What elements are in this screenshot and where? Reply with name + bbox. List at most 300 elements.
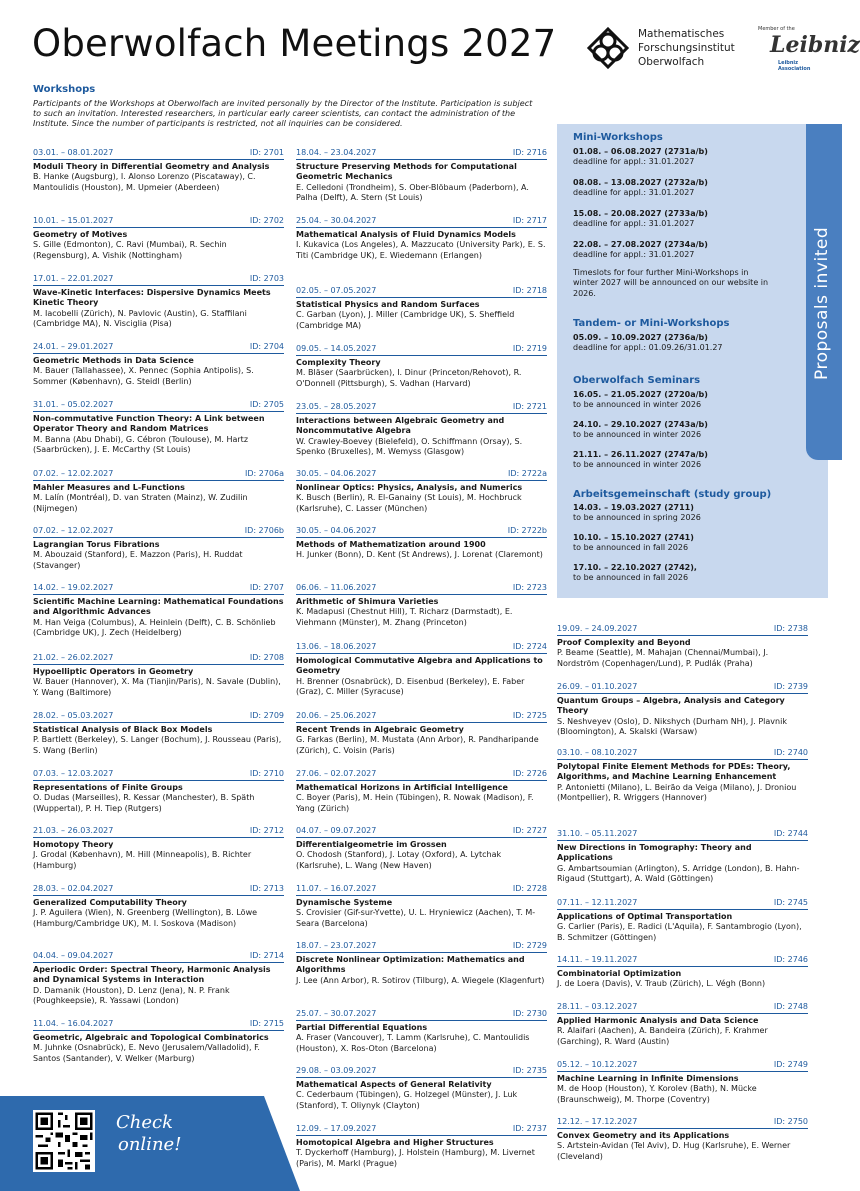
workshop-header <box>296 1009 547 1021</box>
workshop-date: 31.10. – 05.11.2027 <box>557 829 638 838</box>
workshop-header <box>296 769 547 781</box>
seminar-item <box>573 390 803 411</box>
workshop-title: Mahler Measures and L-Functions <box>33 483 185 493</box>
mini-item <box>573 240 803 261</box>
workshop-organizers: C. Cederbaum (Tübingen), G. Holzegel (Münster), J. Luk (Stanford), T. Oliynyk (Clayton) <box>296 1090 518 1110</box>
workshop-entry <box>296 1009 547 1054</box>
workshop-organizers: P. Beame (Seattle), M. Mahajan (Chennai/Mumbai), J. Nordström (Copenhagen/Lund), P. Pudlák (Praha) <box>557 648 769 668</box>
workshop-date: 03.01. – 08.01.2027 <box>33 148 114 157</box>
workshop-title: Nonlinear Optics: Physics, Analysis, and Numerics <box>296 483 523 493</box>
seminar-date: 24.10. – 29.10.2027 (2743a/b) <box>573 420 708 429</box>
workshop-entry <box>557 1060 808 1105</box>
mini-workshops-heading: Mini-Workshops <box>573 132 663 143</box>
ag-date: 17.10. – 22.10.2027 (2742), <box>573 563 697 572</box>
workshop-title: Dynamische Systeme <box>296 898 393 908</box>
workshop-entry <box>33 342 284 387</box>
workshop-title: Arithmetic of Shimura Varieties <box>296 597 439 607</box>
workshop-header <box>296 344 547 356</box>
seminar-item <box>573 450 803 471</box>
workshop-id: ID: 2737 <box>512 1124 547 1133</box>
workshop-title: Applied Harmonic Analysis and Data Science <box>557 1016 759 1026</box>
workshop-header <box>557 898 808 910</box>
workshop-entry <box>33 469 284 514</box>
proposals-vertical-label: Proposals invited <box>812 226 832 380</box>
institute-line: Forschungsinstitut <box>638 42 735 54</box>
mfo-logo-icon <box>586 26 630 70</box>
workshop-organizers: J. Grodal (København), M. Hill (Minneapolis), B. Richter (Hamburg) <box>33 850 252 870</box>
workshop-title: Homological Commutative Algebra and Applications to Geometry <box>296 656 543 676</box>
workshop-entry <box>33 1019 284 1064</box>
workshop-title: Interactions between Algebraic Geometry and Noncommutative Algebra <box>296 416 505 436</box>
workshop-date: 31.01. – 05.02.2027 <box>33 400 114 409</box>
workshop-date: 18.07. – 23.07.2027 <box>296 941 377 950</box>
workshop-title: Complexity Theory <box>296 358 381 368</box>
workshop-date: 30.05. – 04.06.2027 <box>296 469 377 478</box>
workshop-id: ID: 2723 <box>512 583 547 592</box>
workshop-id: ID: 2748 <box>773 1002 808 1011</box>
workshop-id: ID: 2704 <box>249 342 284 351</box>
workshop-header <box>33 274 284 286</box>
workshop-title: Homotopical Algebra and Higher Structures <box>296 1138 494 1148</box>
workshop-date: 23.05. – 28.05.2027 <box>296 402 377 411</box>
workshop-header <box>557 1002 808 1014</box>
workshop-title: Differentialgeometrie im Grossen <box>296 840 447 850</box>
workshop-entry <box>33 148 284 193</box>
workshop-id: ID: 2713 <box>249 884 284 893</box>
workshop-id: ID: 2716 <box>512 148 547 157</box>
workshop-id: ID: 2745 <box>773 898 808 907</box>
workshop-entry <box>557 1117 808 1162</box>
workshop-entry <box>296 583 547 628</box>
ag-note: to be announced in spring 2026 <box>573 513 701 523</box>
workshop-date: 12.12. – 17.12.2027 <box>557 1117 638 1126</box>
workshop-date: 19.09. – 24.09.2027 <box>557 624 638 633</box>
workshop-date: 28.11. – 03.12.2027 <box>557 1002 638 1011</box>
workshop-header <box>33 526 284 538</box>
workshop-entry <box>557 748 808 803</box>
workshop-organizers: J. de Loera (Davis), V. Traub (Zürich), L. Végh (Bonn) <box>557 979 766 989</box>
workshop-id: ID: 2728 <box>512 884 547 893</box>
workshop-organizers: D. Damanik (Houston), D. Lenz (Jena), N. P. Frank (Poughkeepsie), R. Yassawi (London) <box>33 985 230 1005</box>
workshop-organizers: O. Chodosh (Stanford), J. Lotay (Oxford), A. Lytchak (Karlsruhe), L. Wang (New Haven) <box>296 850 502 870</box>
workshop-date: 29.08. – 03.09.2027 <box>296 1066 377 1075</box>
check-line: Check <box>116 1112 174 1133</box>
workshop-organizers: M. Juhnke (Osnabrück), E. Nevo (Jerusalem/Valladolid), F. Santos (Santander), V. Welker (Marburg) <box>33 1043 260 1063</box>
workshop-entry <box>557 955 808 990</box>
institute-line: Oberwolfach <box>638 56 705 68</box>
mini-note: deadline for appl.: 31.01.2027 <box>573 250 695 260</box>
workshop-date: 02.05. – 07.05.2027 <box>296 286 377 295</box>
workshop-date: 26.09. – 01.10.2027 <box>557 682 638 691</box>
workshop-id: ID: 2730 <box>512 1009 547 1018</box>
workshop-title: Methods of Mathematization around 1900 <box>296 540 486 550</box>
seminar-note: to be announced in winter 2026 <box>573 430 702 440</box>
workshop-date: 17.01. – 22.01.2027 <box>33 274 114 283</box>
workshop-id: ID: 2750 <box>773 1117 808 1126</box>
workshop-header <box>33 216 284 228</box>
workshop-date: 10.01. – 15.01.2027 <box>33 216 114 225</box>
workshop-id: ID: 2712 <box>249 826 284 835</box>
workshop-date: 09.05. – 14.05.2027 <box>296 344 377 353</box>
workshop-id: ID: 2710 <box>249 769 284 778</box>
mini-item <box>573 178 803 199</box>
workshop-organizers: W. Crawley-Boevey (Bielefeld), O. Schiffmann (Orsay), S. Spenko (Bruxelles), M. Wemyss (Glasgow) <box>296 436 523 456</box>
workshop-title: Lagrangian Torus Fibrations <box>33 540 160 550</box>
workshop-entry <box>33 769 284 814</box>
workshop-header <box>296 402 547 414</box>
workshop-id: ID: 2718 <box>512 286 547 295</box>
workshop-header <box>296 1124 547 1136</box>
workshop-organizers: M. Banna (Abu Dhabi), G. Cébron (Toulouse), M. Hartz (Saarbrücken), J. E. McCarthy (St Louis) <box>33 434 249 454</box>
workshop-id: ID: 2729 <box>512 941 547 950</box>
workshop-id: ID: 2749 <box>773 1060 808 1069</box>
workshop-id: ID: 2722b <box>507 526 547 535</box>
workshop-id: ID: 2722a <box>507 469 547 478</box>
workshop-entry <box>296 1066 547 1111</box>
workshop-title: Proof Complexity and Beyond <box>557 638 691 648</box>
mini-note: deadline for appl.: 31.01.2027 <box>573 188 695 198</box>
workshop-organizers: R. Alaifari (Aachen), A. Bandeira (Zürich), F. Krahmer (Garching), R. Ward (Austin) <box>557 1026 768 1046</box>
workshop-entry <box>557 1002 808 1047</box>
workshop-entry <box>557 898 808 943</box>
workshop-organizers: C. Garban (Lyon), J. Miller (Cambridge UK), S. Sheffield (Cambridge MA) <box>296 310 515 330</box>
workshop-header <box>296 1066 547 1078</box>
mini-note: deadline for appl.: 31.01.2027 <box>573 219 695 229</box>
mini-note: deadline for appl.: 31.01.2027 <box>573 157 695 167</box>
seminars-heading: Oberwolfach Seminars <box>573 375 701 386</box>
workshop-organizers: M. Iacobelli (Zürich), N. Pavlovic (Austin), G. Staffilani (Cambridge MA), N. Visciglia (Pisa) <box>33 308 247 328</box>
workshop-organizers: B. Hanke (Augsburg), I. Alonso Lorenzo (Piscataway), C. Mantoulidis (Houston), M. Upmeier (Aberdeen) <box>33 172 256 192</box>
workshop-header <box>557 682 808 694</box>
tandem-item <box>573 333 803 354</box>
workshop-date: 21.03. – 26.03.2027 <box>33 826 114 835</box>
workshop-title: Combinatorial Optimization <box>557 969 682 979</box>
workshop-id: ID: 2726 <box>512 769 547 778</box>
ag-date: 10.10. – 15.10.2027 (2741) <box>573 533 694 542</box>
workshop-title: Quantum Groups – Algebra, Analysis and Category Theory <box>557 696 785 716</box>
workshop-title: Geometric Methods in Data Science <box>33 356 194 366</box>
workshop-id: ID: 2708 <box>249 653 284 662</box>
tandem-note: deadline for appl.: 01.09.26/31.01.27 <box>573 343 723 353</box>
workshop-entry <box>33 216 284 261</box>
workshop-header <box>557 624 808 636</box>
workshop-date: 11.04. – 16.04.2027 <box>33 1019 114 1028</box>
workshop-title: Generalized Computability Theory <box>33 898 187 908</box>
workshop-header <box>33 342 284 354</box>
workshops-heading: Workshops <box>33 84 96 95</box>
workshop-id: ID: 2725 <box>512 711 547 720</box>
workshop-entry <box>33 583 284 638</box>
workshop-entry <box>557 624 808 669</box>
workshop-date: 25.07. – 30.07.2027 <box>296 1009 377 1018</box>
workshop-title: Geometric, Algebraic and Topological Combinatorics <box>33 1033 269 1043</box>
workshop-date: 13.06. – 18.06.2027 <box>296 642 377 651</box>
workshop-date: 12.09. – 17.09.2027 <box>296 1124 377 1133</box>
workshop-entry <box>296 216 547 261</box>
mini-date: 08.08. – 13.08.2027 (2732a/b) <box>573 178 708 187</box>
workshops-intro: Participants of the Workshops at Oberwolfach are invited personally by the Director of the Institute. Participation is subject to such an invitation. Interested researchers, in particular early career scientists, can contact the administration of the Institute. Since the number of participants is restricted, not all inquiries can be considered. <box>33 98 533 129</box>
workshop-date: 04.07. – 09.07.2027 <box>296 826 377 835</box>
workshop-entry <box>557 829 808 884</box>
workshop-title: Machine Learning in Infinite Dimensions <box>557 1074 739 1084</box>
workshop-id: ID: 2703 <box>249 274 284 283</box>
workshop-date: 05.12. – 10.12.2027 <box>557 1060 638 1069</box>
workshop-entry <box>296 642 547 697</box>
workshop-header <box>33 583 284 595</box>
leibniz-assoc-line: Association <box>778 66 811 72</box>
workshop-header <box>296 286 547 298</box>
workshop-title: Convex Geometry and its Applications <box>557 1131 730 1141</box>
institute-line: Mathematisches <box>638 28 725 40</box>
workshop-entry <box>296 826 547 871</box>
workshop-header <box>33 469 284 481</box>
workshop-entry <box>296 402 547 457</box>
workshop-entry <box>296 769 547 814</box>
workshop-id: ID: 2744 <box>773 829 808 838</box>
workshop-date: 21.02. – 26.02.2027 <box>33 653 114 662</box>
workshop-header <box>557 748 808 760</box>
workshop-id: ID: 2715 <box>249 1019 284 1028</box>
workshop-title: Wave-Kinetic Interfaces: Dispersive Dynamics Meets Kinetic Theory <box>33 288 271 308</box>
workshop-date: 18.04. – 23.04.2027 <box>296 148 377 157</box>
workshop-id: ID: 2706a <box>244 469 284 478</box>
workshop-date: 11.07. – 16.07.2027 <box>296 884 377 893</box>
workshop-date: 24.01. – 29.01.2027 <box>33 342 114 351</box>
workshop-date: 28.02. – 05.03.2027 <box>33 711 114 720</box>
workshop-entry <box>296 148 547 203</box>
workshop-header <box>296 884 547 896</box>
workshop-organizers: P. Antonietti (Milano), L. Beirão da Veiga (Milano), J. Droniou (Montpellier), R. Wriggers (Hannover) <box>557 782 797 802</box>
workshop-organizers: M. Bauer (Tallahassee), X. Pennec (Sophia Antipolis), S. Sommer (København), G. Steidl (Berlin) <box>33 366 254 386</box>
leibniz-association <box>778 60 810 72</box>
workshop-title: Aperiodic Order: Spectral Theory, Harmonic Analysis and Dynamical Systems in Interaction <box>33 965 271 985</box>
seminar-note: to be announced in winter 2026 <box>573 400 702 410</box>
workshop-header <box>296 711 547 723</box>
workshop-date: 14.02. – 19.02.2027 <box>33 583 114 592</box>
workshop-organizers: K. Busch (Berlin), R. El-Ganainy (St Louis), M. Hochbruck (Karlsruhe), C. Lasser (München) <box>296 493 522 513</box>
ag-note: to be announced in fall 2026 <box>573 543 689 553</box>
institute-name <box>638 27 735 69</box>
workshop-entry <box>33 826 284 871</box>
workshop-organizers: S. Gille (Edmonton), C. Ravi (Mumbai), R. Sechin (Regensburg), A. Vishik (Nottingham) <box>33 240 227 260</box>
workshop-title: Statistical Analysis of Black Box Models <box>33 725 213 735</box>
workshop-organizers: P. Bartlett (Berkeley), S. Langer (Bochum), J. Rousseau (Paris), S. Wang (Berlin) <box>33 735 282 755</box>
workshop-organizers: G. Farkas (Berlin), M. Mustata (Ann Arbor), R. Pandharipande (Zürich), C. Voisin (Paris) <box>296 735 539 755</box>
ag-heading: Arbeitsgemeinschaft (study group) <box>573 489 772 500</box>
workshop-title: Structure Preserving Methods for Computational Geometric Mechanics <box>296 162 517 182</box>
workshop-organizers: M. Bläser (Saarbrücken), I. Dinur (Princeton/Rehovot), R. O'Donnell (Pittsburgh), S. Vadhan (Harvard) <box>296 368 522 388</box>
workshop-title: Applications of Optimal Transportation <box>557 912 733 922</box>
workshop-title: Polytopal Finite Element Methods for PDEs: Theory, Algorithms, and Machine Learning Enhancement <box>557 762 791 782</box>
workshop-entry <box>296 1124 547 1169</box>
workshop-header <box>33 653 284 665</box>
workshop-organizers: M. Lalín (Montréal), D. van Straten (Mainz), W. Zudilin (Nijmegen) <box>33 493 248 513</box>
workshop-header <box>296 216 547 228</box>
workshop-header <box>557 1117 808 1129</box>
mini-item <box>573 147 803 168</box>
workshop-organizers: H. Brenner (Osnabrück), D. Eisenbud (Berkeley), E. Faber (Graz), C. Miller (Syracuse) <box>296 676 525 696</box>
workshop-date: 30.05. – 04.06.2027 <box>296 526 377 535</box>
workshop-id: ID: 2721 <box>512 402 547 411</box>
workshop-title: Representations of Finite Groups <box>33 783 183 793</box>
workshop-header <box>33 711 284 723</box>
workshop-organizers: G. Carlier (Paris), E. Radici (L'Aquila), F. Santambrogio (Lyon), B. Schmitzer (Göttingen) <box>557 922 802 942</box>
workshop-header <box>296 941 547 953</box>
leibniz-logo <box>758 26 860 74</box>
mini-date: 22.08. – 27.08.2027 (2734a/b) <box>573 240 708 249</box>
workshop-entry <box>33 711 284 756</box>
workshop-date: 28.03. – 02.04.2027 <box>33 884 114 893</box>
workshop-date: 03.10. – 08.10.2027 <box>557 748 638 757</box>
workshop-id: ID: 2717 <box>512 216 547 225</box>
page-title: Oberwolfach Meetings 2027 <box>32 22 557 65</box>
workshop-header <box>33 400 284 412</box>
workshop-organizers: M. de Hoop (Houston), Y. Korolev (Bath), N. Mücke (Braunschweig), M. Thorpe (Coventry) <box>557 1084 757 1104</box>
workshop-title: Homotopy Theory <box>33 840 114 850</box>
workshop-header <box>33 148 284 160</box>
mini-date: 15.08. – 20.08.2027 (2733a/b) <box>573 209 708 218</box>
workshop-entry <box>296 711 547 756</box>
ag-date: 14.03. – 19.03.2027 (2711) <box>573 503 694 512</box>
ag-item <box>573 503 803 524</box>
workshop-entry <box>296 884 547 929</box>
workshop-header <box>33 1019 284 1031</box>
workshop-id: ID: 2705 <box>249 400 284 409</box>
workshop-header <box>296 148 547 160</box>
workshop-header <box>296 526 547 538</box>
workshop-header <box>557 1060 808 1072</box>
workshop-title: Scientific Machine Learning: Mathematical Foundations and Algorithmic Advances <box>33 597 284 617</box>
workshop-header <box>296 469 547 481</box>
workshop-header <box>296 826 547 838</box>
workshop-entry <box>33 884 284 929</box>
workshop-id: ID: 2707 <box>249 583 284 592</box>
seminar-date: 21.11. – 26.11.2027 (2747a/b) <box>573 450 708 459</box>
workshop-title: Non-commutative Function Theory: A Link between Operator Theory and Random Matrices <box>33 414 265 434</box>
workshop-date: 27.06. – 02.07.2027 <box>296 769 377 778</box>
workshop-header <box>557 955 808 967</box>
workshop-title: Mathematical Horizons in Artificial Intelligence <box>296 783 508 793</box>
workshop-date: 14.11. – 19.11.2027 <box>557 955 638 964</box>
workshop-entry <box>557 682 808 737</box>
ag-note: to be announced in fall 2026 <box>573 573 689 583</box>
tandem-date: 05.09. – 10.09.2027 (2736a/b) <box>573 333 708 342</box>
workshop-id: ID: 2702 <box>249 216 284 225</box>
workshop-date: 07.02. – 12.02.2027 <box>33 469 114 478</box>
workshop-date: 06.06. – 11.06.2027 <box>296 583 377 592</box>
workshop-entry <box>33 274 284 329</box>
workshop-id: ID: 2740 <box>773 748 808 757</box>
leibniz-small-text: Member of the <box>758 26 795 32</box>
workshop-organizers: J. Lee (Ann Arbor), R. Sotirov (Tilburg), A. Wiegele (Klagenfurt) <box>296 975 545 985</box>
workshop-organizers: M. Han Veiga (Columbus), A. Heinlein (Delft), C. B. Schönlieb (Cambridge UK), J. Zech (Heidelberg) <box>33 617 276 637</box>
workshop-organizers: S. Artstein-Avidan (Tel Aviv), D. Hug (Karlsruhe), E. Werner (Cleveland) <box>557 1141 791 1161</box>
workshop-title: Discrete Nonlinear Optimization: Mathematics and Algorithms <box>296 955 525 975</box>
mini-item <box>573 209 803 230</box>
qr-code-icon[interactable] <box>33 1110 95 1172</box>
workshop-organizers: C. Boyer (Paris), M. Hein (Tübingen), R. Nowak (Madison), F. Yang (Zürich) <box>296 793 534 813</box>
workshop-header <box>557 829 808 841</box>
workshop-title: Geometry of Motives <box>33 230 128 240</box>
workshop-organizers: S. Crovisier (Gif-sur-Yvette), U. L. Hryniewicz (Aachen), T. M-Seara (Barcelona) <box>296 908 536 928</box>
workshop-id: ID: 2719 <box>512 344 547 353</box>
leibniz-assoc-line: Leibniz <box>778 60 799 66</box>
workshop-organizers: E. Celledoni (Trondheim), S. Ober-Blöbaum (Paderborn), A. Palha (Delft), A. Stern (St Louis) <box>296 182 529 202</box>
workshop-organizers: K. Madapusi (Chestnut Hill), T. Richarz (Darmstadt), E. Viehmann (Münster), M. Zhang (Princeton) <box>296 607 513 627</box>
workshop-entry <box>33 653 284 698</box>
workshop-organizers: S. Neshveyev (Oslo), D. Nikshych (Durham NH), J. Plavnik (Bloomington), A. Skalski (Warsaw) <box>557 716 787 736</box>
workshop-date: 07.03. – 12.03.2027 <box>33 769 114 778</box>
workshop-entry <box>33 526 284 571</box>
workshop-organizers: W. Bauer (Hannover), X. Ma (Tianjin/Paris), N. Savale (Dublin), Y. Wang (Baltimore) <box>33 677 281 697</box>
workshop-date: 20.06. – 25.06.2027 <box>296 711 377 720</box>
workshop-entry <box>296 469 547 514</box>
workshop-title: Recent Trends in Algebraic Geometry <box>296 725 464 735</box>
workshop-id: ID: 2714 <box>249 951 284 960</box>
ag-item <box>573 533 803 554</box>
workshop-id: ID: 2746 <box>773 955 808 964</box>
workshop-id: ID: 2724 <box>512 642 547 651</box>
workshop-header <box>33 769 284 781</box>
workshop-entry <box>296 526 547 561</box>
workshop-organizers: M. Abouzaid (Stanford), E. Mazzon (Paris), H. Ruddat (Stavanger) <box>33 550 243 570</box>
ag-item <box>573 563 803 584</box>
mini-note-text: Timeslots for four further Mini-Workshops in winter 2027 will be announced on our website in 2026. <box>573 268 769 298</box>
workshop-organizers: A. Fraser (Vancouver), T. Lamm (Karlsruhe), C. Mantoulidis (Houston), X. Ros-Oton (Barcelona) <box>296 1033 530 1053</box>
workshop-organizers: J. P. Aguilera (Wien), N. Greenberg (Wellington), B. Löwe (Hamburg/Cambridge UK), M. I. Soskova (Madison) <box>33 908 258 928</box>
seminar-item <box>573 420 803 441</box>
workshop-title: Mathematical Aspects of General Relativity <box>296 1080 492 1090</box>
workshop-id: ID: 2727 <box>512 826 547 835</box>
seminar-date: 16.05. – 21.05.2027 (2720a/b) <box>573 390 708 399</box>
workshop-title: New Directions in Tomography: Theory and Applications <box>557 843 752 863</box>
workshop-organizers: I. Kukavica (Los Angeles), A. Mazzucato (University Park), E. S. Titi (Cambridge UK), E. Wiedemann (Erlangen) <box>296 240 546 260</box>
workshop-title: Partial Differential Equations <box>296 1023 428 1033</box>
workshop-header <box>296 583 547 595</box>
workshop-header <box>33 884 284 896</box>
workshop-entry <box>296 286 547 331</box>
workshop-title: Mathematical Analysis of Fluid Dynamics Models <box>296 230 516 240</box>
workshop-id: ID: 2735 <box>512 1066 547 1075</box>
workshop-date: 04.04. – 09.04.2027 <box>33 951 114 960</box>
check-line: online! <box>118 1134 182 1155</box>
workshop-organizers: H. Junker (Bonn), D. Kent (St Andrews), J. Lorenat (Claremont) <box>296 550 543 560</box>
workshop-date: 07.11. – 12.11.2027 <box>557 898 638 907</box>
mini-date: 01.08. – 06.08.2027 (2731a/b) <box>573 147 708 156</box>
workshop-title: Hypoelliptic Operators in Geometry <box>33 667 194 677</box>
workshop-id: ID: 2738 <box>773 624 808 633</box>
workshop-header <box>33 826 284 838</box>
leibniz-word: Leibniz <box>770 32 860 58</box>
workshop-organizers: G. Ambartsoumian (Arlington), S. Arridge (London), B. Hahn-Rigaud (Stuttgart), A. Wald (Göttingen) <box>557 863 800 883</box>
workshop-title: Statistical Physics and Random Surfaces <box>296 300 480 310</box>
workshop-date: 25.04. – 30.04.2027 <box>296 216 377 225</box>
tandem-heading: Tandem- or Mini-Workshops <box>573 318 730 329</box>
check-online-text[interactable] <box>116 1112 181 1156</box>
workshop-entry <box>296 344 547 389</box>
workshop-organizers: O. Dudas (Marseilles), R. Kessar (Manchester), B. Späth (Wuppertal), P. H. Tiep (Rutgers) <box>33 793 255 813</box>
workshop-header <box>33 951 284 963</box>
workshop-id: ID: 2709 <box>249 711 284 720</box>
workshop-organizers: T. Dyckerhoff (Hamburg), J. Holstein (Hamburg), M. Livernet (Paris), M. Markl (Prague) <box>296 1148 535 1168</box>
workshop-header <box>296 642 547 654</box>
workshop-entry <box>33 400 284 455</box>
seminar-note: to be announced in winter 2026 <box>573 460 702 470</box>
workshop-id: ID: 2739 <box>773 682 808 691</box>
workshop-id: ID: 2701 <box>249 148 284 157</box>
workshop-id: ID: 2706b <box>244 526 284 535</box>
workshop-date: 07.02. – 12.02.2027 <box>33 526 114 535</box>
